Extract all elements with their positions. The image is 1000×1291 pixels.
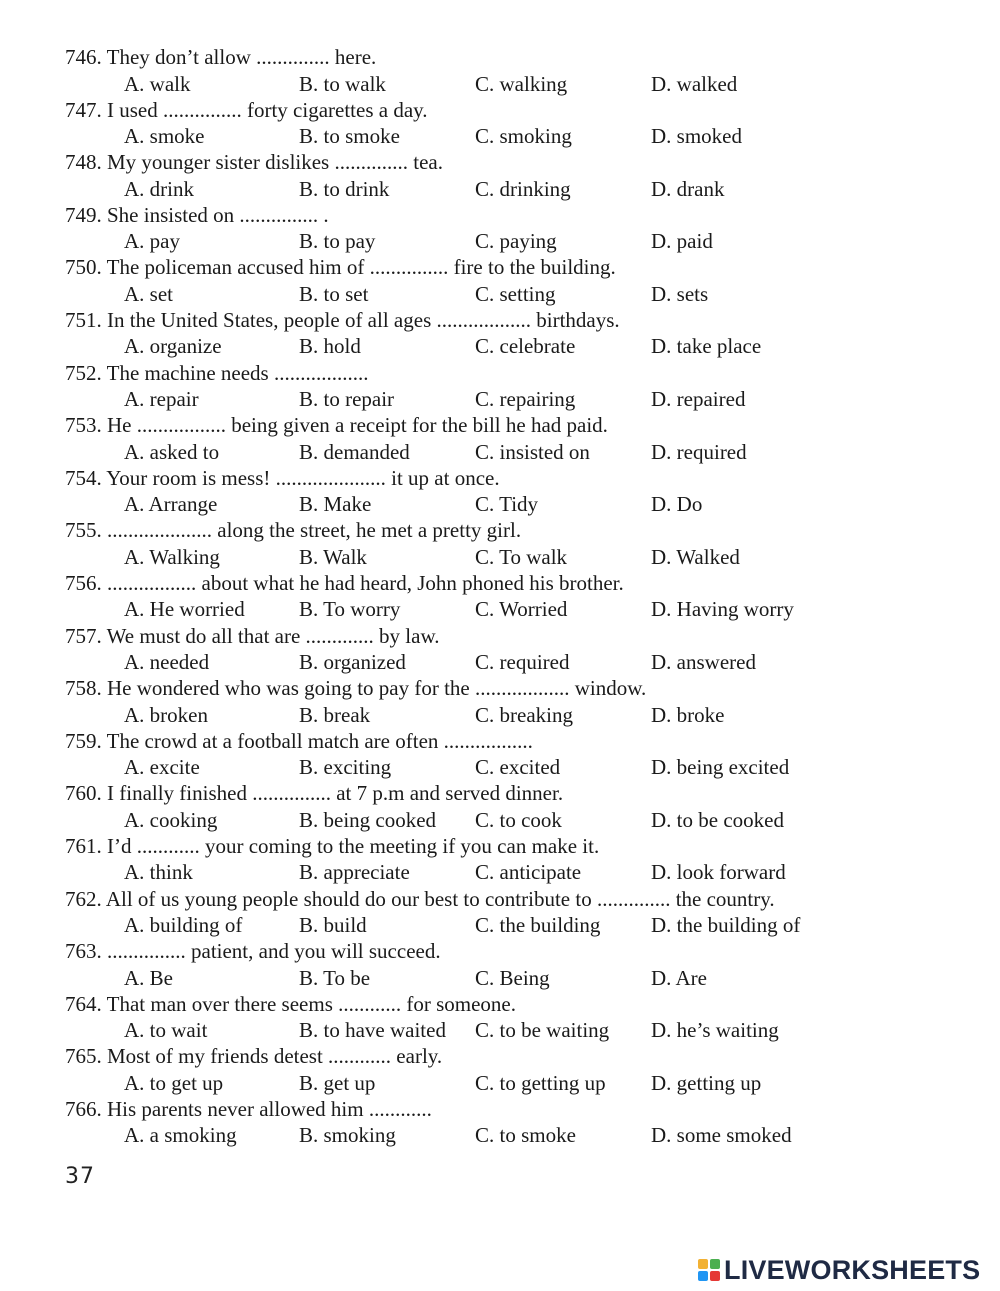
option-d: D. Having worry [651, 597, 794, 622]
question-text [65, 991, 516, 1017]
option-d: D. to be cooked [651, 807, 784, 832]
option-d: D. Are [651, 965, 707, 990]
question-764 [0, 991, 1000, 1044]
answer-options [0, 754, 1000, 780]
option-b: B. exciting [299, 755, 392, 780]
option-d: D. getting up [651, 1070, 762, 1095]
option-c: C. required [475, 650, 570, 675]
question-753 [0, 412, 1000, 465]
option-b: B. organized [299, 650, 406, 675]
option-c: C. smoking [475, 124, 572, 149]
option-a: A. asked to [124, 439, 220, 464]
question-number: 757. [65, 623, 102, 648]
answer-options [0, 386, 1000, 412]
question-number: 765. [65, 1044, 102, 1069]
option-d: D. answered [651, 650, 756, 675]
option-c: C. breaking [475, 702, 573, 727]
option-d: D. Do [651, 492, 703, 517]
question-number: 759. [65, 728, 102, 753]
option-b: B. being cooked [299, 807, 437, 832]
option-b: B. appreciate [299, 860, 410, 885]
option-a: A. needed [124, 650, 210, 675]
question-text [65, 833, 599, 859]
option-c: C. Worried [475, 597, 568, 622]
option-a: A. Walking [124, 544, 220, 569]
question-stem: Your room is mess! ..................... it up at once. [106, 465, 500, 490]
option-b: B. to have waited [299, 1018, 446, 1043]
question-text [65, 465, 500, 491]
option-a: A. repair [124, 387, 199, 412]
answer-options [0, 596, 1000, 622]
question-stem: I finally finished ............... at 7 p.m and served dinner. [107, 781, 564, 806]
option-a: A. drink [124, 176, 194, 201]
option-b: B. demanded [299, 439, 410, 464]
logo-square [698, 1271, 708, 1281]
question-text [65, 44, 376, 70]
question-text [65, 202, 329, 228]
question-748 [0, 149, 1000, 202]
option-c: C. setting [475, 281, 556, 306]
question-stem: He wondered who was going to pay for the .................. window. [107, 676, 647, 701]
answer-options [0, 859, 1000, 885]
option-b: B. build [299, 913, 367, 937]
option-a: A. excite [124, 755, 200, 780]
option-d: D. take place [651, 334, 762, 359]
option-b: B. to repair [299, 387, 395, 412]
question-755 [0, 517, 1000, 570]
question-747 [0, 97, 1000, 150]
liveworksheets-logo-icon [698, 1259, 720, 1281]
answer-options [0, 333, 1000, 359]
question-text [65, 307, 620, 333]
question-number: 755. [65, 518, 102, 543]
question-766 [0, 1096, 1000, 1149]
option-b: B. To be [299, 965, 371, 990]
question-number: 760. [65, 781, 102, 806]
answer-options [0, 228, 1000, 254]
question-stem: I’d ............ your coming to the meeting if you can make it. [107, 833, 600, 858]
question-stem: The machine needs .................. [106, 360, 369, 385]
question-text [65, 97, 428, 123]
question-763 [0, 938, 1000, 991]
answer-options [0, 439, 1000, 465]
answer-options [0, 912, 1000, 938]
question-text [65, 938, 441, 964]
option-a: A. broken [124, 702, 208, 727]
option-b: B. to pay [299, 229, 376, 254]
question-stem: Most of my friends detest ............ early. [107, 1044, 443, 1069]
liveworksheets-brand[interactable] [698, 1254, 980, 1286]
question-stem: He ................. being given a receipt for the bill he had paid. [107, 413, 608, 438]
question-stem: The policeman accused him of ............... fire to the building. [106, 255, 616, 280]
question-number: 763. [65, 939, 102, 964]
question-761 [0, 833, 1000, 886]
question-text [65, 149, 443, 175]
answer-options [0, 1070, 1000, 1096]
option-c: C. celebrate [475, 334, 576, 359]
question-stem: In the United States, people of all ages .................. birthdays. [107, 307, 620, 332]
question-758 [0, 675, 1000, 728]
answer-options [0, 71, 1000, 97]
question-757 [0, 623, 1000, 676]
option-a: A. a smoking [124, 1123, 237, 1148]
question-number: 758. [65, 676, 102, 701]
question-stem: All of us young people should do our best to contribute to .............. the country. [105, 886, 775, 911]
option-a: A. smoke [124, 124, 205, 149]
option-c: C. To walk [475, 544, 568, 569]
answer-options [0, 1122, 1000, 1148]
question-number: 746. [65, 45, 102, 69]
question-760 [0, 780, 1000, 833]
brand-text: LIVEWORKSHEETS [724, 1254, 981, 1285]
question-756 [0, 570, 1000, 623]
question-754 [0, 465, 1000, 518]
option-b: B. to smoke [299, 124, 400, 149]
question-text [65, 412, 608, 438]
page-number: 37 [65, 1164, 95, 1189]
option-c: C. walking [475, 71, 568, 96]
question-number: 747. [65, 97, 102, 122]
question-number: 754. [65, 465, 102, 490]
option-b: B. hold [299, 334, 361, 359]
option-c: C. repairing [475, 387, 576, 412]
question-number: 751. [65, 307, 102, 332]
question-stem: We must do all that are ............. by law. [106, 623, 440, 648]
answer-options [0, 649, 1000, 675]
option-c: C. Tidy [475, 492, 539, 517]
question-stem: ............... patient, and you will succeed. [107, 939, 441, 964]
option-d: D. repaired [651, 387, 746, 412]
option-d: D. the building of [651, 913, 801, 937]
option-c: C. paying [475, 229, 557, 254]
answer-options [0, 544, 1000, 570]
option-c: C. to smoke [475, 1123, 576, 1148]
question-759 [0, 728, 1000, 781]
logo-square [698, 1259, 708, 1269]
option-d: D. paid [651, 229, 713, 254]
option-b: B. Make [299, 492, 372, 517]
question-765 [0, 1043, 1000, 1096]
option-c: C. the building [475, 913, 601, 937]
option-d: D. broke [651, 702, 725, 727]
option-c: C. anticipate [475, 860, 582, 885]
option-a: A. to wait [124, 1018, 208, 1043]
question-stem: The crowd at a football match are often ................. [106, 728, 533, 753]
question-stem: That man over there seems ............ for someone. [106, 991, 517, 1016]
option-b: B. break [299, 702, 371, 727]
option-d: D. he’s waiting [651, 1018, 779, 1043]
option-c: C. Being [475, 965, 550, 990]
option-a: A. set [124, 281, 173, 306]
answer-options [0, 807, 1000, 833]
option-d: D. required [651, 439, 747, 464]
answer-options [0, 176, 1000, 202]
answer-options [0, 702, 1000, 728]
option-a: A. cooking [124, 807, 218, 832]
question-746 [0, 44, 1000, 97]
question-number: 749. [65, 202, 102, 227]
question-762 [0, 886, 1000, 939]
question-number: 766. [65, 1096, 102, 1121]
option-b: B. to drink [299, 176, 390, 201]
answer-options [0, 965, 1000, 991]
question-text [65, 780, 563, 806]
question-stem: My younger sister dislikes .............. tea. [107, 150, 443, 175]
question-number: 762. [65, 886, 102, 911]
question-text [65, 886, 775, 912]
option-b: B. smoking [299, 1123, 396, 1148]
option-c: C. excited [475, 755, 561, 780]
option-a: A. organize [124, 334, 222, 359]
question-stem: ................. about what he had heard, John phoned his brother. [107, 570, 624, 595]
option-c: C. to getting up [475, 1070, 606, 1095]
question-stem: I used ............... forty cigarettes a day. [107, 97, 428, 122]
option-d: D. being excited [651, 755, 790, 780]
answer-options [0, 491, 1000, 517]
option-a: A. think [124, 860, 193, 885]
question-list [0, 44, 1000, 1148]
option-c: C. to be waiting [475, 1018, 610, 1043]
question-752 [0, 360, 1000, 413]
question-number: 753. [65, 413, 102, 438]
question-text [65, 728, 533, 754]
option-d: D. some smoked [651, 1123, 792, 1148]
option-a: A. Be [124, 965, 173, 990]
option-b: B. Walk [299, 544, 367, 569]
question-text [65, 517, 521, 543]
answer-options [0, 123, 1000, 149]
option-d: D. walked [651, 71, 738, 96]
question-text [65, 570, 624, 596]
option-c: C. drinking [475, 176, 571, 201]
option-a: A. He worried [124, 597, 245, 622]
option-c: C. insisted on [475, 439, 590, 464]
question-text [65, 254, 616, 280]
logo-square [710, 1259, 720, 1269]
option-a: A. to get up [124, 1070, 224, 1095]
question-stem: She insisted on ............... . [107, 202, 329, 227]
option-b: B. to walk [299, 71, 386, 96]
option-d: D. drank [651, 176, 725, 201]
question-number: 752. [65, 360, 102, 385]
question-stem: They don’t allow .............. here. [106, 45, 377, 69]
option-d: D. look forward [651, 860, 786, 885]
answer-options [0, 281, 1000, 307]
question-text [65, 675, 646, 701]
question-text [65, 360, 368, 386]
question-text [65, 1043, 442, 1069]
question-number: 764. [65, 991, 102, 1016]
option-a: A. pay [124, 229, 180, 254]
option-a: A. building of [124, 913, 243, 937]
question-number: 761. [65, 833, 102, 858]
question-text [65, 623, 440, 649]
logo-square [710, 1271, 720, 1281]
option-c: C. to cook [475, 807, 562, 832]
question-number: 750. [65, 255, 102, 280]
question-text [65, 1096, 432, 1122]
question-number: 756. [65, 570, 102, 595]
question-749 [0, 202, 1000, 255]
answer-options [0, 1017, 1000, 1043]
option-d: D. sets [651, 281, 709, 306]
option-a: A. Arrange [124, 492, 218, 517]
option-d: D. smoked [651, 124, 742, 149]
question-stem: His parents never allowed him ............ [107, 1096, 432, 1121]
option-b: B. To worry [299, 597, 401, 622]
question-number: 748. [65, 150, 102, 175]
option-d: D. Walked [651, 544, 740, 569]
option-b: B. get up [299, 1070, 376, 1095]
question-stem: .................... along the street, he met a pretty girl. [107, 518, 522, 543]
question-750 [0, 254, 1000, 307]
question-751 [0, 307, 1000, 360]
option-a: A. walk [124, 71, 191, 96]
option-b: B. to set [299, 281, 369, 306]
